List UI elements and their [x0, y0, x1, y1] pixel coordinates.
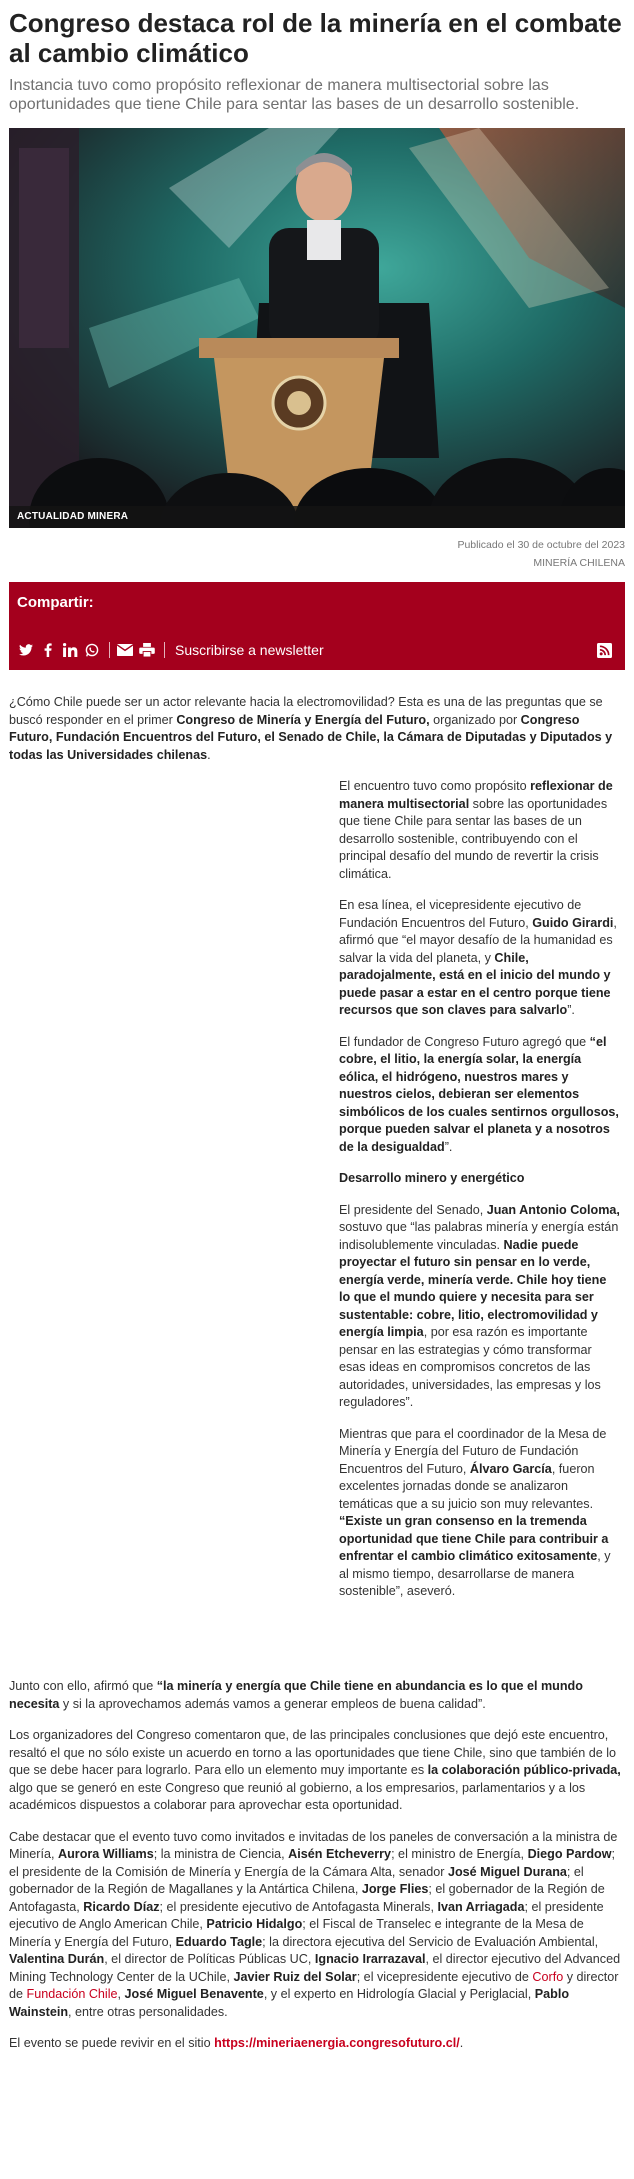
text-run: ; el presidente ejecutivo de Anglo American Chile,	[9, 1899, 604, 1931]
text-run: ; el gobernador de la Región de Antofagasta,	[9, 1882, 605, 1914]
event-site-link[interactable]: https://mineriaenergia.congresofuturo.cl/	[214, 2036, 460, 2050]
speaker-at-podium-image	[9, 128, 625, 528]
article-title: Congreso destaca rol de la minería en el combate al cambio climático	[9, 8, 622, 68]
text-run: , fueron excelentes jornadas donde se analizaron temáticas que a su juicio son muy relevantes.	[339, 1461, 595, 1511]
text-run: , y el experto en Hidrología Glacial y Periglacial,	[263, 1987, 535, 2001]
facebook-icon[interactable]	[39, 641, 57, 659]
bold-text: Congreso Futuro, Fundación Encuentros del Futuro, el Senado de Chile, la Cámara de Diputadas y Diputados y todas las Universidades chilenas	[9, 712, 613, 762]
image-category-tag: ACTUALIDAD MINERA	[9, 506, 625, 528]
link-text[interactable]: Corfo	[532, 1969, 564, 1984]
text-run: organizado por	[429, 712, 521, 727]
text-run: ; la ministra de Ciencia,	[153, 1847, 289, 1861]
narrow-column-section	[9, 778, 625, 1678]
text-run: sobre las oportunidades que tiene Chile para sentar las bases de un desarrollo sostenible, contribuyendo con el principal desafío del mundo de revertir la crisis climática.	[339, 796, 608, 881]
rss-icon[interactable]	[595, 641, 613, 659]
bold-text: Nadie puede proyectar el futuro sin pensar en lo verde, energía verde, minería verde. Chile hoy tiene lo que el mundo quiere y necesita para ser sustentable: cobre, litio, electromovilidad y energía limpia	[339, 1237, 607, 1339]
bold-text: la colaboración público-privada,	[427, 1763, 621, 1777]
paragraph	[9, 694, 625, 764]
closing-paragraph	[9, 2035, 625, 2053]
text-run: ; el gobernador de la Región de Magallanes y la Antártica Chilena,	[9, 1864, 584, 1896]
bold-text: Chile, paradojalmente, está en el inicio del mundo y puede pasar a estar en el centro porque tiene recursos que son claves para salvarlo	[339, 950, 611, 1017]
text-run: ,	[117, 1987, 125, 2001]
email-icon[interactable]	[116, 641, 134, 659]
share-divider	[164, 642, 165, 658]
bold-text: Pablo Wainstein	[9, 1987, 570, 2019]
bold-text: José Miguel Durana	[447, 1864, 567, 1879]
bold-text: Juan Antonio Coloma,	[486, 1202, 620, 1217]
share-title: Compartir:	[17, 594, 94, 611]
newsletter-link[interactable]: Suscribirse a newsletter	[175, 642, 324, 658]
bold-text: “la minería y energía que Chile tiene en abundancia es lo que el mundo necesita	[9, 1679, 583, 1711]
text-run: Los organizadores del Congreso comentaron que, de las principales conclusiones que dejó este encuentro, resaltó el que no sólo existe un acuerdo en torno a las oportunidades que tiene Chile, sino que también de lo que se debe hacer para lograrlo. Para ello un elemento muy importante es	[9, 1728, 617, 1777]
bold-text: Diego Pardow	[527, 1847, 612, 1861]
twitter-icon[interactable]	[17, 641, 35, 659]
embedded-content-placeholder	[9, 778, 339, 1678]
text-run: Cabe destacar que el evento tuvo como invitados e invitadas de los paneles de conversación a la ministra de Minería,	[9, 1829, 618, 1861]
text-run: El fundador de Congreso Futuro agregó que	[339, 1034, 590, 1049]
text-run: ; el Fiscal de Transelec e integrante de la Mesa de Minería y Energía del Futuro,	[9, 1917, 584, 1949]
text-run: ; el presidente de la Comisión de Minería y Energía de la Cámara Alta, senador	[9, 1847, 616, 1879]
text-run: y director de	[9, 1969, 619, 2001]
text-run: ; el presidente ejecutivo de Antofagasta Minerals,	[159, 1899, 438, 1914]
print-icon[interactable]	[138, 641, 156, 659]
bold-text: Ignacio Irarrazaval	[314, 1952, 426, 1966]
text-run: ; el ministro de Energía,	[391, 1847, 528, 1861]
paragraph	[9, 1678, 625, 1713]
share-buttons	[17, 641, 617, 659]
share-bar	[9, 582, 625, 670]
bold-text: Valentina Durán	[9, 1952, 105, 1966]
bold-text: Ricardo Díaz	[83, 1899, 160, 1914]
link-text[interactable]: Fundación Chile	[26, 1987, 118, 2001]
text-run: ; el vicepresidente ejecutivo de	[356, 1969, 533, 1984]
share-divider	[109, 642, 110, 658]
bold-text: Jorge Flies	[361, 1882, 429, 1896]
text-run: sostuvo que “las palabras minería y energía están indisolublemente vinculadas.	[339, 1220, 619, 1252]
text-run: ”.	[567, 1003, 575, 1017]
text-run: algo que se generó en este Congreso que reunió al gobierno, a los empresarios, parlamentarios y a los académicos dispuestos a colaborar para aprovechar esta oportunidad.	[9, 1780, 586, 1812]
article-meta	[9, 536, 625, 572]
hero-photo	[9, 128, 625, 528]
text-run: En esa línea, el vicepresidente ejecutivo de Fundación Encuentros del Futuro,	[339, 898, 582, 930]
linkedin-icon[interactable]	[61, 641, 79, 659]
text-run: , por esa razón es importante pensar en las estrategias y cómo transformar esas ideas en compromisos concretos de las autoridades, universidades, las empresas y los reguladores”.	[339, 1325, 601, 1409]
article-source: MINERÍA CHILENA	[533, 557, 625, 569]
paragraph	[9, 1727, 625, 1815]
text-run: , y al mismo tiempo, desarrollarse de manera sostenible”, aseveró.	[339, 1549, 611, 1598]
bold-text: Álvaro García	[469, 1461, 552, 1476]
bold-text: José Miguel Benavente	[124, 1987, 264, 2001]
paragraph	[9, 1829, 625, 2022]
text-run: , el director ejecutivo del Advanced Mining Technology Center de la UChile,	[9, 1952, 621, 1984]
section-subheading: Desarrollo minero y energético	[339, 1171, 525, 1185]
bold-text: Congreso de Minería y Energía del Futuro,	[176, 712, 430, 727]
bold-text: Guido Girardi	[532, 915, 614, 930]
whatsapp-icon[interactable]	[83, 641, 101, 659]
bold-text: “el cobre, el litio, la energía solar, la energía eólica, el hidrógeno, nuestros mares y nuestros cielos, debieran ser elementos simbólicos de los cuales sentirnos orgullosos, porque pueden salvar el planeta y a nosotros de la desigualdad	[339, 1034, 619, 1154]
publish-date: Publicado el 30 de octubre del 2023	[457, 539, 625, 551]
text-run: , entre otras personalidades.	[68, 2004, 228, 2019]
text-run: El presidente del Senado,	[339, 1202, 487, 1217]
bold-text: Eduardo Tagle	[175, 1934, 263, 1949]
closing-end: .	[459, 2036, 464, 2050]
bold-text: reflexionar de manera multisectorial	[339, 779, 613, 811]
bold-text: Patricio Hidalgo	[206, 1917, 303, 1931]
text-run: ”.	[444, 1139, 453, 1154]
text-run: .	[207, 747, 211, 762]
closing-text: El evento se puede revivir en el sitio	[9, 2036, 215, 2050]
text-run: y si la aprovechamos además vamos a generar empleos de buena calidad”.	[59, 1696, 486, 1711]
bold-text: Aurora Williams	[58, 1847, 154, 1861]
article-subtitle: Instancia tuvo como propósito reflexionar de manera multisectorial sobre las oportunidades que tiene Chile para sentar las bases de un desarrollo sostenible.	[9, 77, 580, 113]
text-run: Mientras que para el coordinador de la Mesa de Minería y Energía del Futuro de Fundación Encuentros del Futuro,	[339, 1426, 607, 1476]
text-run: El encuentro tuvo como propósito	[339, 779, 531, 793]
text-run: Junto con ello, afirmó que	[9, 1679, 157, 1693]
text-run: ; la directora ejecutiva del Servicio de Evaluación Ambiental,	[262, 1934, 599, 1949]
text-run: , afirmó que “el mayor desafío de la humanidad es salvar la vida del planeta, y	[339, 915, 617, 965]
bold-text: Ivan Arriagada	[437, 1899, 525, 1914]
article-body	[9, 694, 625, 2053]
bold-text: Javier Ruiz del Solar	[233, 1969, 357, 1984]
bold-text: Aisén Etcheverry	[288, 1847, 392, 1861]
text-run: ¿Cómo Chile puede ser un actor relevante hacia la electromovilidad? Esta es una de las preguntas que se buscó responder en el primer	[9, 695, 603, 727]
text-run: , el director de Políticas Públicas UC,	[104, 1952, 315, 1966]
bold-text: “Existe un gran consenso en la tremenda oportunidad que tiene Chile para contribuir a enfrentar el cambio climático exitosamente	[339, 1514, 609, 1563]
